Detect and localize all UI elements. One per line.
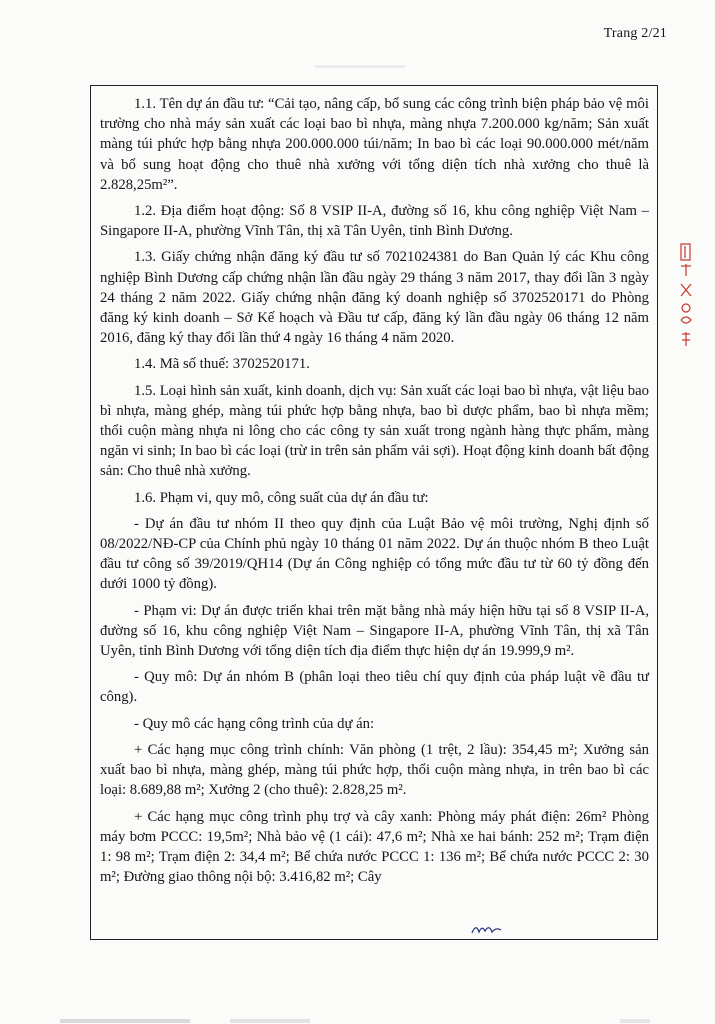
scan-smudge-top	[310, 63, 410, 71]
paragraph-project-group: - Dự án đầu tư nhóm II theo quy định của Luật Bảo vệ môi trường, Nghị định số 08/2022/NĐ-CP của Chính phủ ngày 10 tháng 01 năm 2022. Dự án thuộc nhóm B theo Luật đầu tư công số 39/2019/QH14 (Dự án Công nghiệp có tổng mức đầu tư từ 60 tỷ đồng đến dưới 1000 tỷ đồng).	[100, 515, 649, 593]
paragraph-auxiliary-works: + Các hạng mục công trình phụ trợ và cây xanh: Phòng máy phát điện: 26m² Phòng máy bơm PCCC: 19,5m²; Nhà bảo vệ (1 cái): 47,6 m²; Nhà xe hai bánh: 252 m²; Trạm điện 1: 98 m²; Trạm điện 2: 34,4 m²; Bể chứa nước PCCC 1: 136 m²; Bể chứa nước PCCC 2: 30 m²; Đường giao thông nội bộ: 3.416,82 m²; Cây	[100, 808, 649, 886]
paragraph-project-name: 1.1. Tên dự án đầu tư: “Cải tạo, nâng cấp, bổ sung các công trình biện pháp bảo vệ môi trường cho nhà máy sản xuất các loại bao bì nhựa, màng nhựa 7.200.000 kg/năm; Sản xuất màng túi phức hợp bằng nhựa 200.000.000 túi/năm; In bao bì các loại 90.000.000 mét/năm và bổ sung hoạt động cho thuê nhà xưởng với tổng diện tích nhà xưởng cho thuê là 2.828,25m²”.	[100, 96, 649, 193]
paragraph-scale: - Quy mô: Dự án nhóm B (phân loại theo tiêu chí quy định của pháp luật về đầu tư công).	[100, 669, 649, 706]
paragraph-location: 1.2. Địa điểm hoạt động: Số 8 VSIP II-A, đường số 16, khu công nghiệp Việt Nam – Singapore II-A, phường Vĩnh Tân, thị xã Tân Uyên, tỉnh Bình Dương.	[100, 203, 649, 240]
paragraph-business-type: 1.5. Loại hình sản xuất, kinh doanh, dịch vụ: Sản xuất các loại bao bì nhựa, vật liệu bao bì nhựa, màng ghép, màng túi phức hợp bằng nhựa, bao bì dược phẩm, bao bì nhựa mềm; thổi cuộn màng nhựa ni lông cho các công ty sản xuất trong ngành hàng thực phẩm, màng ngăn vi sinh; In bao bì các loại (trừ in trên sản phẩm vải sợi). Hoạt động kinh doanh bất động sản: Cho thuê nhà xưởng.	[100, 382, 649, 480]
paragraph-scope: - Phạm vi: Dự án được triển khai trên mặt bằng nhà máy hiện hữu tại số 8 VSIP II-A, đường số 16, khu công nghiệp Việt Nam – Singapore II-A, phường Vĩnh Tân, thị xã Tân Uyên, tỉnh Bình Dương với tổng diện tích địa điểm thực hiện dự án 19.999,9 m².	[100, 602, 649, 660]
paragraph-tax-code: 1.4. Mã số thuế: 3702520171.	[134, 356, 310, 373]
document-body	[90, 85, 658, 940]
paragraph-certificates: 1.3. Giấy chứng nhận đăng ký đầu tư số 7021024381 do Ban Quản lý các Khu công nghiệp Bình Dương cấp chứng nhận lần đầu ngày 29 tháng 3 năm 2017, thay đổi lần 3 ngày 24 tháng 2 năm 2022. Giấy chứng nhận đăng ký doanh nghiệp số 3702520171 do Phòng đăng ký kinh doanh – Sở Kế hoạch và Đầu tư cấp, đăng ký lần đầu ngày 06 tháng 12 năm 2016, đăng ký thay đổi lần thứ 4 ngày 16 tháng 4 năm 2020.	[100, 249, 649, 347]
red-seal-stamp-icon	[676, 240, 696, 360]
handwritten-initials-icon	[470, 921, 504, 937]
paragraph-main-works: + Các hạng mục công trình chính: Văn phòng (1 trệt, 2 lầu): 354,45 m²; Xưởng sản xuất bao bì nhựa, màng ghép, màng túi phức hợp, thổi cuộn màng nhựa, in trên bao bì các loại: 8.689,88 m²; Xưởng 2 (cho thuê): 2.828,25 m².	[100, 741, 649, 799]
paragraph-scope-heading: 1.6. Phạm vi, quy mô, công suất của dự án đầu tư:	[134, 489, 429, 506]
scan-smudge-bottom	[60, 1018, 660, 1024]
page-number: Trang 2/21	[603, 26, 667, 41]
paragraph-works-scale: - Quy mô các hạng công trình của dự án:	[134, 715, 375, 732]
